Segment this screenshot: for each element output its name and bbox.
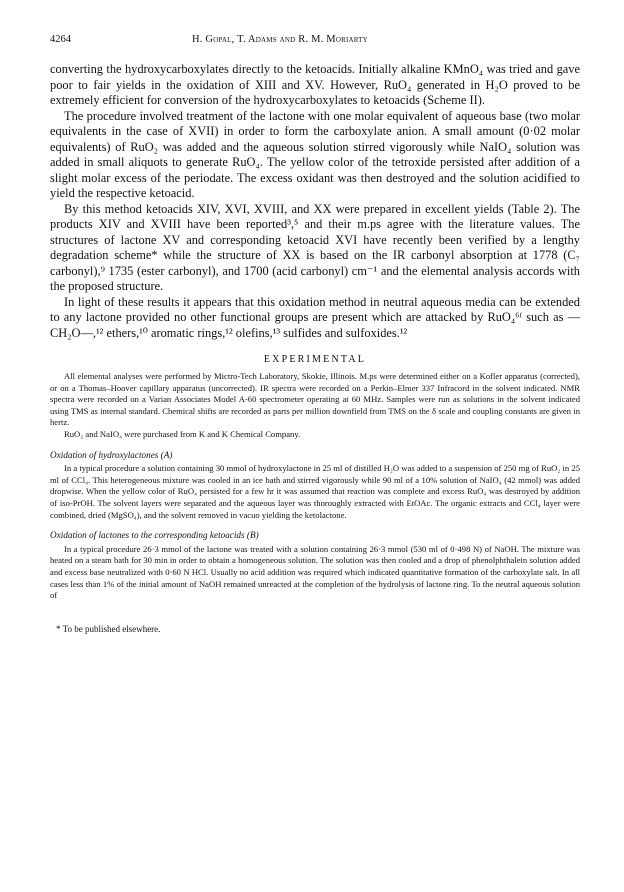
running-title: H. Gopal, T. Adams and R. M. Moriarty bbox=[192, 34, 368, 45]
page-number: 4264 bbox=[50, 34, 71, 45]
paragraph-3: By this method ketoacids XIV, XVI, XVIII, and XX were prepared in excellent yields (Table 2). The products XIV and XVIII have been reported³,⁵ and their m.ps agree with the literature values. The structures of lactone XV and corresponding ketoacid XVI have recently been verified by a lengthy degradation scheme* while the structure of XX is based on the IR carbonyl absorption at 1778 (C₇ carbonyl),⁹ 1735 (ester carbonyl), and 1700 (acid carbonyl) cm⁻¹ and the elemental analysis accords with the proposed structure. bbox=[50, 201, 580, 293]
section-b-title: Oxidation of lactones to the corresponding ketoacids (B) bbox=[50, 530, 259, 541]
section-a-text: In a typical procedure a solution containing 30 mmol of hydroxylactone in 25 ml of distilled H₂O was added to a suspension of 250 mg of RuO₂ in 25 ml of CCl₄. This heterogeneous mixture was cooled in an ice bath and stirred vigorously while 90 ml of a 10% solution of NaIO₄ (42 mmol) was added dropwise. When the yellow color of RuO₄ persisted for a few hr it was assumed that reaction was complete and excess RuO₄ was destroyed by addition of iso-PrOH. The solvent layers were separated and the aqueous layer was thoroughly extracted with EtOAc. The organic extracts and CCl₄ layer were combined, dried (MgSO₄), and the solvent removed in vacuo yielding the ketolactone. bbox=[50, 463, 580, 520]
page-header bbox=[50, 34, 580, 54]
experimental-section bbox=[50, 371, 580, 602]
experimental-heading: EXPERIMENTAL bbox=[263, 354, 367, 365]
footnote: * To be published elsewhere. bbox=[56, 623, 161, 634]
section-b-text: In a typical procedure 26·3 mmol of the lactone was treated with a solution containing 26·3 mmol (530 ml of 0·498 N) of NaOH. The mixture was heated on a steam bath for 30 min in order to obtain a homogeneous solution. The solution was then cooled and a drop of phenolphthalein solution added and excess base neutralized with 0·60 N HCl. Usually no acid addition was required which indicated quantitative formation of the carboxylate salt. In all cases less than 1% of the initial amount of NaOH remained unreacted at the completion of the hydrolysis of lactone ring. To the neutral aqueous solution of bbox=[50, 543, 580, 601]
paragraph-1: converting the hydroxycarboxylates directly to the ketoacids. Initially alkaline KMnO₄ was tried and gave poor to fair yields in the oxidation of XIII and XV. However, RuO₄ generated in H₂O proved to be extremely efficient for conversion of the hydroxycarboxylates to ketoacids (Scheme II). bbox=[50, 62, 580, 107]
experimental-reagents: RuO₂ and NaIO₄ were purchased from K and K Chemical Company. bbox=[64, 428, 301, 439]
section-a-title: Oxidation of hydroxylactones (A) bbox=[50, 449, 173, 460]
paragraph-4: In light of these results it appears that this oxidation method in neutral aqueous media can be extended to any lactone provided no other functional groups are present which are attacked by RuO₄⁶ᶠ such as —CH₂O—,¹² ethers,¹⁰ aromatic rings,¹² olefins,¹³ sulfides and sulfoxides.¹² bbox=[50, 294, 580, 340]
main-text bbox=[50, 62, 580, 341]
experimental-general: All elemental analyses were performed by Mictro-Tech Laboratory, Skokie, Illinois. M.ps were determined either on a Kofler apparatus (corrected), or on a Thomas–Hoover capillary apparatus (uncorrected). IR spectra were recorded on a Perkin–Elmer 337 Infracord in the solvent indicated. NMR spectra were recorded on a Varian Associates Model A-60 spectrometer operating at 60 MHz. Samples were run as solutions in the solvent indicated using TMS as internal standard. Chemical shifts are recorded as parts per million downfield from TMS on the δ scale and coupling constants are given in hertz. bbox=[50, 371, 580, 428]
journal-page bbox=[50, 34, 580, 634]
paragraph-2: The procedure involved treatment of the lactone with one molar equivalent of aqueous base (two molar equivalents in the case of XVII) in order to form the carboxylate anion. A small amount (0·02 molar equivalents) of RuO₂ was added and the aqueous solution stirred vigorously while NaIO₄ solution was added in small aliquots to generate RuO₄. The yellow color of the tetroxide persisted after addition of a slight molar excess of the periodate. The excess oxidant was then destroyed and the solution acidified to yield the respective ketoacid. bbox=[50, 108, 580, 200]
